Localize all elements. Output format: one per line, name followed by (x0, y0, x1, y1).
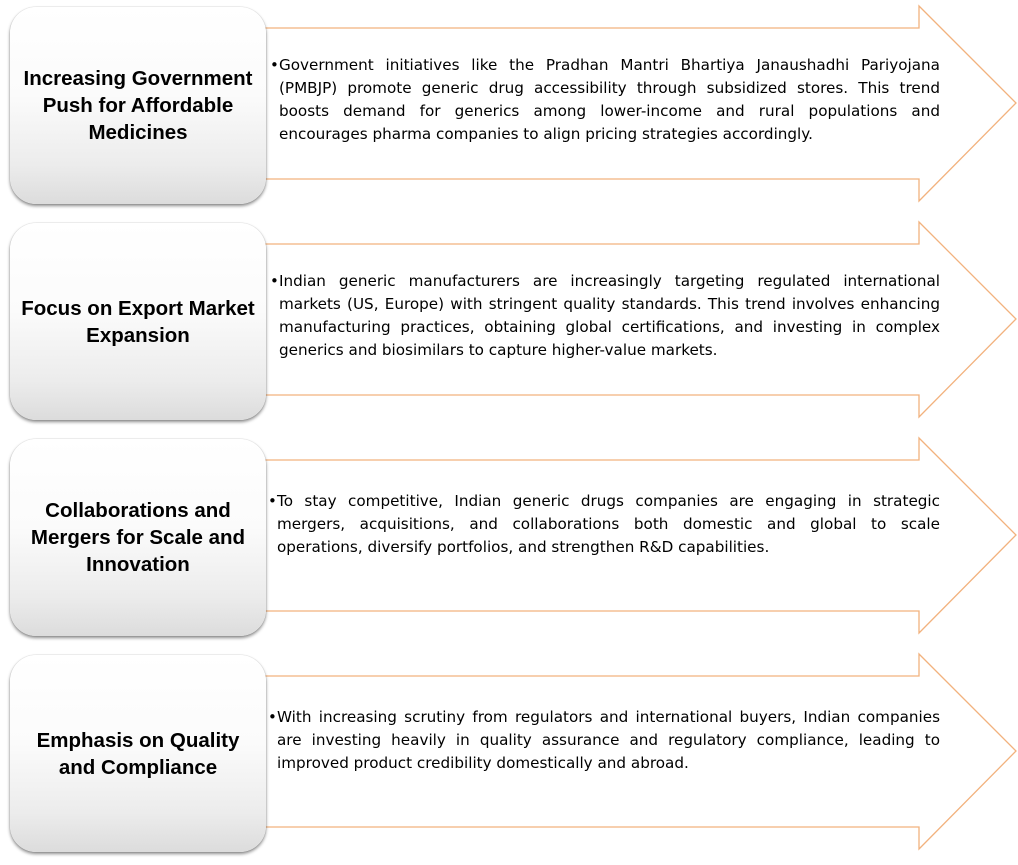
trend-description (268, 706, 940, 775)
bullet-icon: • (268, 708, 277, 726)
bullet-icon: • (268, 492, 277, 510)
trend-description-text: With increasing scrutiny from regulators and international buyers, Indian companies are investing heavily in quality assurance and regulatory compliance, leading to improved product credibility domestically and abroad. (277, 708, 940, 772)
trend-description (268, 490, 940, 559)
trend-title: Increasing Government Push for Affordable Medicines (23, 67, 253, 144)
trend-title-box (10, 655, 266, 852)
trend-title-box (10, 439, 266, 636)
trend-description-text: Government initiatives like the Pradhan Mantri Bhartiya Janaushadhi Pariyojana (PMBJP) promote generic drug accessibility through subsidized stores. This trend boosts demand for generics among lower-income and rural populations and encourages pharma companies to align pricing strategies accordingly. (279, 56, 940, 143)
bullet-icon: • (270, 272, 279, 290)
trend-description-text: Indian generic manufacturers are increasingly targeting regulated international markets (US, Europe) with stringent quality standards. This trend involves enhancing manufacturing practices, obtaining global certifications, and investing in complex generics and biosimilars to capture higher-value markets. (279, 272, 940, 359)
trend-title-box (10, 7, 266, 204)
trend-row-quality-compliance (0, 653, 1018, 853)
bullet-icon: • (270, 56, 279, 74)
trend-title-box (10, 223, 266, 420)
trend-description (270, 54, 940, 146)
trend-row-export-expansion (0, 221, 1018, 421)
trend-title: Focus on Export Market Expansion (21, 296, 255, 347)
trend-title: Emphasis on Quality and Compliance (36, 728, 240, 779)
trend-description (270, 270, 940, 362)
trend-title: Collaborations and Mergers for Scale and Innovation (30, 499, 246, 576)
trend-row-collaborations (0, 437, 1018, 637)
trend-description-text: To stay competitive, Indian generic drugs companies are engaging in strategic mergers, acquisitions, and collaborations both domestic and global to scale operations, diversify portfolios, and strengthen R&D capabilities. (277, 492, 940, 556)
trend-row-government-push (0, 5, 1018, 205)
